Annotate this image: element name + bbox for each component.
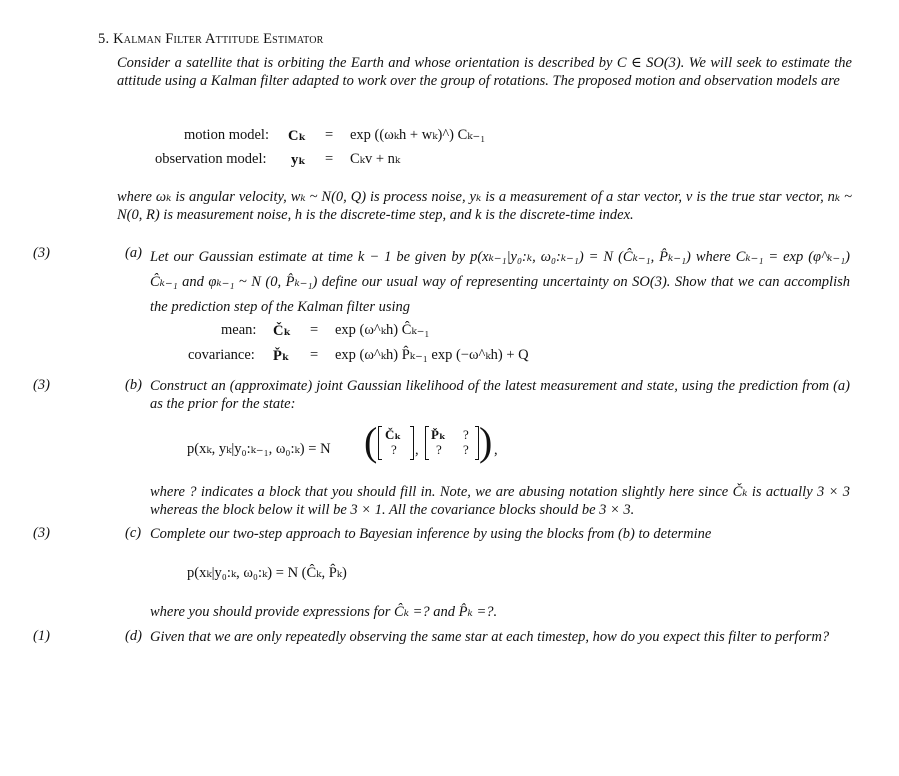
observation-model-lhs: yₖ [291, 152, 306, 168]
part-d-text: Given that we are only repeatedly observing the same star at each timestep, how do you expect this filter to perform? [150, 629, 830, 645]
part-c-marks: (3) [33, 525, 50, 541]
part-b-label: (b) [125, 377, 142, 393]
observation-model-rhs: Cₖv + nₖ [350, 151, 401, 167]
part-c-eq: p(xₖ|y₀:ₖ, ω₀:ₖ) = N (Ĉₖ, P̂ₖ) [187, 565, 347, 581]
intro-paragraph: Consider a satellite that is orbiting the Earth and whose orientation is described by C ∈ SO(3). We will seek to estimate the attitude using a Kalman filter adapted to work over the group of rotations. The proposed motion and observation models are [117, 55, 852, 89]
part-b-mean-matrix [378, 426, 414, 460]
section-number: 5. [98, 31, 110, 47]
part-b-eq-lhs: p(xₖ, yₖ|y₀:ₖ₋₁, ω₀:ₖ) = N [187, 441, 331, 457]
part-a-cov-label: covariance: [188, 347, 255, 363]
part-b-right-paren: ) [479, 419, 493, 464]
observation-model-equals: = [325, 151, 334, 167]
part-b-note: where ? indicates a block that you should fill in. Note, we are abusing notation slightly here since Čₖ is actually 3 × 3 whereas the block below it will be 3 × 1. All the covariance blocks should be 3 × 3. [150, 484, 850, 518]
part-c-label: (c) [125, 525, 142, 541]
part-d-marks: (1) [33, 628, 50, 644]
part-a-mean-lhs: Čₖ [273, 323, 292, 339]
motion-model-label: motion model: [184, 127, 269, 143]
motion-model-equals: = [325, 127, 334, 143]
part-b-mean-top: Čₖ [385, 427, 402, 442]
part-a-cov-lhs: P̌ₖ [273, 348, 290, 364]
part-b-cov-br: ? [463, 442, 469, 457]
part-b-cov-tl: P̌ₖ [431, 427, 446, 442]
part-a-mean-rhs: exp (ω^ₖh) Ĉₖ₋₁ [335, 322, 430, 338]
part-a-mean-label: mean: [221, 322, 257, 338]
part-a-cov-rhs: exp (ω^ₖh) P̂ₖ₋₁ exp (−ω^ₖh) + Q [335, 347, 529, 363]
motion-model-rhs: exp ((ωₖh + wₖ)^) Cₖ₋₁ [350, 127, 486, 143]
part-d-label: (d) [125, 628, 142, 644]
section-title-text: Kalman Filter Attitude Estimator [113, 31, 324, 47]
part-b-marks: (3) [33, 377, 50, 393]
part-b-mean-bottom: ? [391, 442, 397, 457]
part-b-text: Construct an (approximate) joint Gaussian likelihood of the latest measurement and state, using the prediction from (a) as the prior for the state: [150, 378, 850, 412]
motion-model-lhs: Cₖ [288, 128, 307, 144]
part-b-cov-bl: ? [436, 442, 442, 457]
part-b-period: , [494, 442, 498, 458]
part-b-comma: , [415, 442, 419, 458]
part-c-text: Complete our two-step approach to Bayesian inference by using the blocks from (b) to determine [150, 526, 712, 542]
part-c-note: where you should provide expressions for Ĉₖ =? and P̂ₖ =?. [150, 604, 498, 620]
part-a-marks: (3) [33, 245, 50, 261]
part-b-left-paren: ( [364, 419, 378, 464]
part-b-cov-matrix [425, 426, 479, 460]
part-b-cov-tr: ? [463, 427, 469, 442]
section-title [98, 31, 324, 48]
where-paragraph: where ωₖ is angular velocity, wₖ ~ N(0, Q) is process noise, yₖ is a measurement of a star vector, v is the true star vector, nₖ ~ N(0, R) is measurement noise, h is the discrete-time step, and k is the discrete-time index. [117, 189, 852, 223]
observation-model-label: observation model: [155, 151, 267, 167]
part-a-label: (a) [125, 245, 142, 261]
part-a-text: Let our Gaussian estimate at time k − 1 be given by p(xₖ₋₁|y₀:ₖ, ω₀:ₖ₋₁) = N (Ĉₖ₋₁, P̂ₖ₋₁) where Cₖ₋₁ = exp (φ^ₖ₋₁) Ĉₖ₋₁ and φₖ₋₁ ~ N (0, P̂ₖ₋₁) define our usual way of representing uncertainty on SO(3). Show that we can accomplish the prediction step of the Kalman filter using [150, 249, 850, 315]
part-a-mean-equals: = [310, 322, 319, 338]
part-a-cov-equals: = [310, 347, 319, 363]
